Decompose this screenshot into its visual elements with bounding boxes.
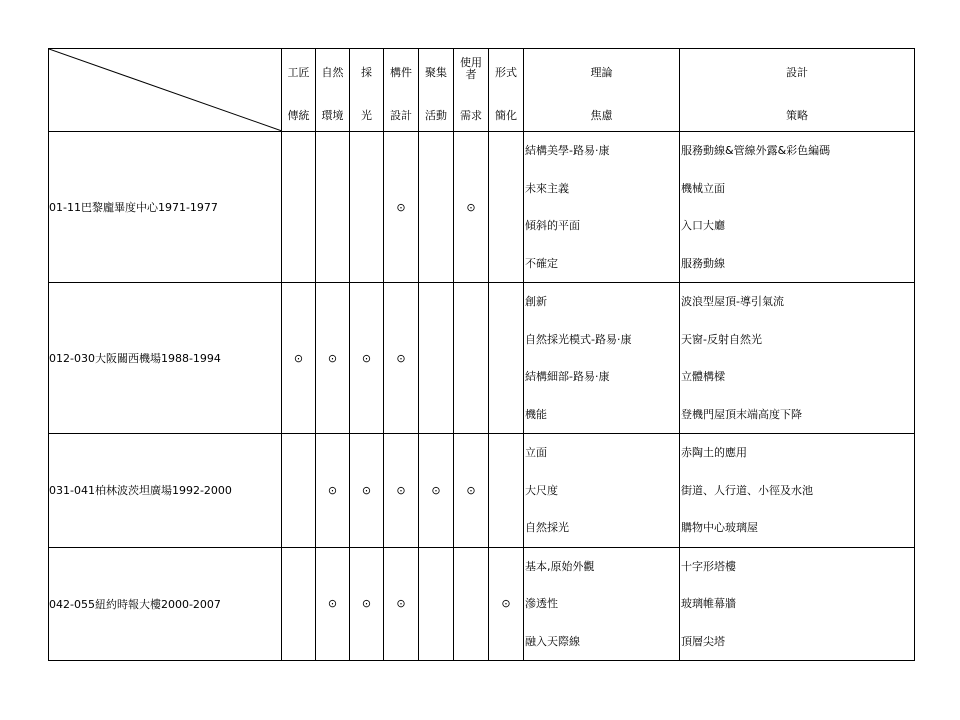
theory-item: 未來主義 (525, 181, 569, 195)
diagonal-line (49, 49, 282, 131)
design-item: 服務動線&管線外露&彩色編碼 (681, 144, 831, 157)
mark-cell: ⊙ (384, 283, 419, 434)
col-header-theory: 理論 焦慮 (524, 49, 680, 132)
table-row (49, 132, 915, 283)
analysis-table (48, 48, 915, 661)
theory-item: 結構美學-路易‧康 (525, 144, 610, 157)
col-header-gathering: 聚集 活動 (419, 49, 454, 132)
mark-cell (454, 283, 489, 434)
mark-cell (350, 132, 384, 283)
design-item: 天窗-反射自然光 (681, 332, 762, 346)
theory-cell (524, 434, 680, 548)
theory-cell (524, 547, 680, 661)
col-header-simplification: 形式 簡化 (489, 49, 524, 132)
theory-item: 滲透性 (525, 597, 558, 610)
design-cell (680, 132, 915, 283)
design-cell (680, 283, 915, 434)
project-name-cell: 012-030大阪關西機場1988-1994 (49, 283, 282, 434)
mark-cell (419, 547, 454, 661)
col-header-component: 構件 設計 (384, 49, 419, 132)
mark-cell: ⊙ (454, 434, 489, 548)
design-item: 十字形塔樓 (681, 559, 736, 573)
diagonal-header-cell (49, 49, 282, 132)
mark-cell (419, 132, 454, 283)
mark-cell: ⊙ (350, 547, 384, 661)
mark-cell (316, 132, 350, 283)
design-item: 購物中心玻璃屋 (681, 521, 758, 534)
design-item: 頂層尖塔 (681, 634, 725, 648)
design-item: 登機門屋頂末端高度下降 (681, 407, 802, 421)
col-header-nature: 自然 環境 (316, 49, 350, 132)
mark-cell: ⊙ (419, 434, 454, 548)
table-row (49, 547, 915, 661)
theory-item: 傾斜的平面 (525, 219, 580, 232)
mark-cell: ⊙ (454, 132, 489, 283)
theory-item: 大尺度 (525, 483, 558, 497)
theory-item: 自然採光模式-路易‧康 (525, 332, 632, 346)
col-header-daylight: 採 光 (350, 49, 384, 132)
design-cell (680, 547, 915, 661)
theory-item: 機能 (525, 407, 547, 421)
theory-item: 立面 (525, 446, 547, 459)
col-header-design: 設計 策略 (680, 49, 915, 132)
design-item: 波浪型屋頂-導引氣流 (681, 295, 784, 308)
design-item: 玻璃帷幕牆 (681, 597, 736, 610)
mark-cell: ⊙ (350, 283, 384, 434)
project-name-cell: 01-11巴黎龐畢度中心1971-1977 (49, 132, 282, 283)
col-header-user-needs: 使用 者 需求 (454, 49, 489, 132)
mark-cell (489, 434, 524, 548)
mark-cell (282, 434, 316, 548)
col-header-craft: 工匠 傳統 (282, 49, 316, 132)
design-item: 服務動線 (681, 256, 725, 270)
theory-item: 創新 (525, 295, 547, 308)
design-item: 立體構樑 (681, 370, 725, 383)
mark-cell: ⊙ (384, 132, 419, 283)
mark-cell (282, 547, 316, 661)
mark-cell: ⊙ (282, 283, 316, 434)
mark-cell: ⊙ (316, 434, 350, 548)
table-row (49, 283, 915, 434)
mark-cell: ⊙ (316, 547, 350, 661)
mark-cell (489, 283, 524, 434)
design-item: 機械立面 (681, 181, 725, 195)
mark-cell (282, 132, 316, 283)
mark-cell (419, 283, 454, 434)
mark-cell: ⊙ (384, 434, 419, 548)
mark-cell: ⊙ (384, 547, 419, 661)
theory-item: 融入天際線 (525, 634, 580, 648)
theory-item: 不確定 (525, 256, 558, 270)
theory-cell (524, 283, 680, 434)
design-item: 赤陶土的應用 (681, 446, 747, 459)
project-name-cell: 042-055紐約時報大樓2000-2007 (49, 547, 282, 661)
mark-cell: ⊙ (350, 434, 384, 548)
design-item: 街道、人行道、小徑及水池 (681, 483, 813, 497)
theory-cell (524, 132, 680, 283)
mark-cell: ⊙ (489, 547, 524, 661)
theory-item: 自然採光 (525, 521, 569, 534)
header-row (49, 49, 915, 132)
mark-cell (454, 547, 489, 661)
theory-item: 基本,原始外觀 (525, 559, 595, 573)
design-cell (680, 434, 915, 548)
mark-cell: ⊙ (316, 283, 350, 434)
table-row (49, 434, 915, 548)
project-name-cell: 031-041柏林波茨坦廣場1992-2000 (49, 434, 282, 548)
design-item: 入口大廳 (681, 219, 725, 232)
theory-item: 結構細部-路易‧康 (525, 370, 610, 383)
mark-cell (489, 132, 524, 283)
